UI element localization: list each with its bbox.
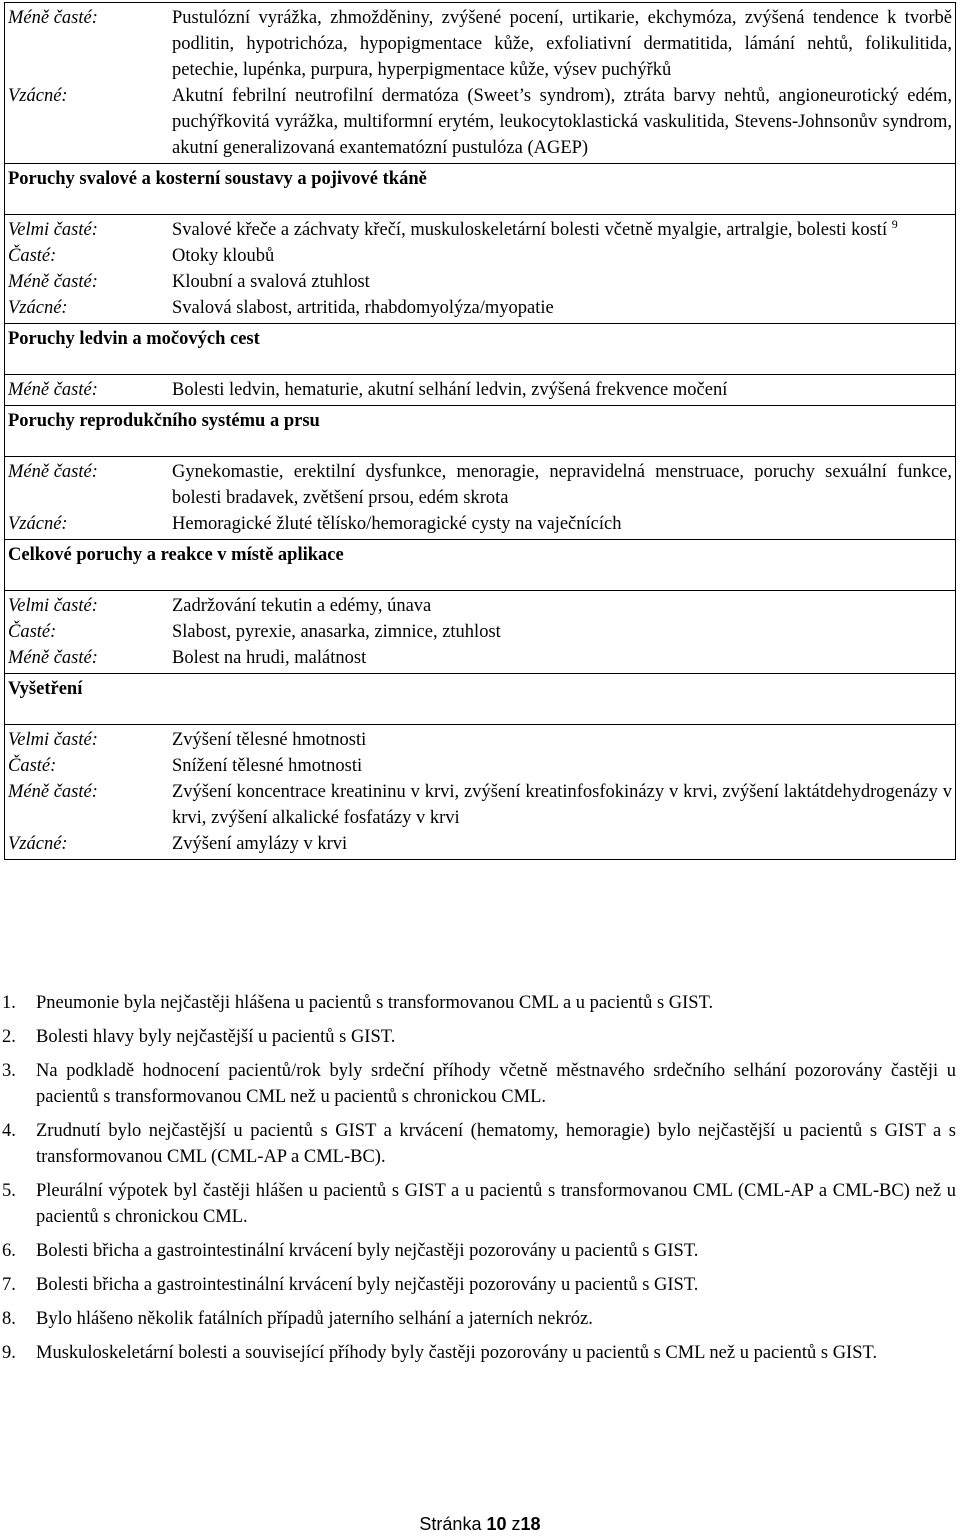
reaction-description — [172, 5, 952, 83]
reaction-row — [8, 5, 952, 83]
frequency-label: Časté: — [8, 246, 57, 266]
reaction-text: Slabost, pyrexie, anasarka, zimnice, ztuhlost — [172, 622, 501, 642]
footer-separator: z — [511, 1514, 521, 1534]
reaction-row — [8, 269, 952, 295]
footnote-number: 1. — [2, 993, 16, 1013]
frequency-label: Méně časté: — [8, 648, 98, 668]
reaction-description — [172, 377, 952, 403]
frequency-label: Vzácné: — [8, 514, 68, 534]
section-body — [5, 457, 956, 540]
frequency-label: Vzácné: — [8, 86, 68, 106]
footnote-item — [2, 1178, 956, 1230]
footnote-number: 2. — [2, 1027, 16, 1047]
frequency-label: Velmi časté: — [8, 730, 98, 750]
footer-total-pages: 18 — [520, 1514, 541, 1534]
adverse-reactions-table-body — [5, 3, 956, 860]
section-body — [5, 591, 956, 674]
reaction-description — [172, 645, 952, 671]
section-header: Poruchy ledvin a močových cest — [5, 324, 956, 375]
reaction-description — [172, 295, 952, 321]
section-body — [5, 215, 956, 324]
footnote-number: 3. — [2, 1061, 16, 1081]
reaction-description — [172, 217, 952, 243]
footnote-text: Bolesti břicha a gastrointestinální krvácení byly nejčastěji pozorovány u pacientů s GIST. — [36, 1275, 699, 1295]
reaction-row — [8, 645, 952, 671]
reaction-text: Hemoragické žluté tělísko/hemoragické cysty na vaječnících — [172, 514, 622, 534]
frequency-label: Méně časté: — [8, 782, 98, 802]
reaction-row — [8, 377, 952, 403]
reaction-text: Otoky kloubů — [172, 246, 275, 266]
section-header-row — [5, 540, 956, 591]
frequency-label: Velmi časté: — [8, 596, 98, 616]
page-footer — [0, 1513, 960, 1535]
frequency-label: Vzácné: — [8, 298, 68, 318]
reaction-description — [172, 619, 952, 645]
reaction-row — [8, 295, 952, 321]
reaction-row — [8, 511, 952, 537]
frequency-label: Méně časté: — [8, 380, 98, 400]
section-body-row — [5, 215, 956, 324]
footnote-item — [2, 1272, 956, 1298]
reaction-text: Bolesti ledvin, hematurie, akutní selhání ledvin, zvýšená frekvence močení — [172, 380, 728, 400]
footnote-number: 8. — [2, 1309, 16, 1329]
footnote-reference: 9 — [891, 216, 898, 231]
reaction-description — [172, 779, 952, 831]
reaction-row — [8, 619, 952, 645]
reaction-row — [8, 831, 952, 857]
reaction-row — [8, 727, 952, 753]
section-body — [5, 725, 956, 860]
reaction-row — [8, 217, 952, 243]
reaction-text: Svalové křeče a záchvaty křečí, muskuloskeletární bolesti včetně myalgie, artralgie, bolesti kostí — [172, 220, 888, 240]
section-header-row — [5, 674, 956, 725]
reaction-description — [172, 83, 952, 161]
section-header-row — [5, 324, 956, 375]
footnote-text: Na podkladě hodnocení pacientů/rok byly srdeční příhody včetně městnavého srdečního selhání pozorovány častěji u pacientů s transformovanou CML než u pacientů s chronickou CML. — [36, 1061, 956, 1107]
reaction-row — [8, 593, 952, 619]
section-header: Vyšetření — [5, 674, 956, 725]
frequency-label: Méně časté: — [8, 462, 98, 482]
footnote-item — [2, 990, 956, 1016]
footnote-number: 5. — [2, 1181, 16, 1201]
reaction-description — [172, 753, 952, 779]
section-header-row — [5, 406, 956, 457]
footnote-text: Pleurální výpotek byl častěji hlášen u pacientů s GIST a u pacientů s transformovanou CML (CML-AP a CML-BC) než u pacientů s chronickou CML. — [36, 1181, 956, 1227]
section-body — [5, 3, 956, 164]
footnote-text: Bolesti hlavy byly nejčastější u pacientů s GIST. — [36, 1027, 396, 1047]
frequency-label: Méně časté: — [8, 272, 98, 292]
footnote-item — [2, 1238, 956, 1264]
reaction-text: Pustulózní vyrážka, zhmožděniny, zvýšené pocení, urtikarie, ekchymóza, zvýšená tendence k tvorbě podlitin, hypotrichóza, hypopigmentace kůže, exfoliativní dermatitida, lámání nehtů, folikulitida, petechie, lupénka, purpura, hyperpigmentace kůže, výsev puchýřků — [172, 8, 952, 80]
reaction-text: Zvýšení amylázy v krvi — [172, 834, 348, 854]
reaction-text: Gynekomastie, erektilní dysfunkce, menoragie, nepravidelná menstruace, poruchy sexuální funkce, bolesti bradavek, zvětšení prsou, edém skrota — [172, 462, 952, 508]
reaction-row — [8, 243, 952, 269]
reaction-description — [172, 243, 952, 269]
frequency-label: Časté: — [8, 622, 57, 642]
reaction-description — [172, 593, 952, 619]
reaction-text: Zvýšení koncentrace kreatininu v krvi, zvýšení kreatinfosfokinázy v krvi, zvýšení laktátdehydrogenázy v krvi, zvýšení alkalické fosfatázy v krvi — [172, 782, 952, 828]
section-body-row — [5, 375, 956, 406]
footer-label: Stránka — [419, 1514, 482, 1534]
footnote-text: Muskuloskeletární bolesti a související příhody byly častěji pozorovány u pacientů s CML než u pacientů s GIST. — [36, 1343, 878, 1363]
section-body-row — [5, 725, 956, 860]
frequency-label: Velmi časté: — [8, 220, 98, 240]
footnote-text: Pneumonie byla nejčastěji hlášena u pacientů s transformovanou CML a u pacientů s GIST. — [36, 993, 714, 1013]
section-body — [5, 375, 956, 406]
reaction-text: Zadržování tekutin a edémy, únava — [172, 596, 432, 616]
footnote-number: 7. — [2, 1275, 16, 1295]
footnote-number: 4. — [2, 1121, 16, 1141]
reaction-description — [172, 511, 952, 537]
footnote-item — [2, 1058, 956, 1110]
footnote-item — [2, 1024, 956, 1050]
reaction-text: Kloubní a svalová ztuhlost — [172, 272, 370, 292]
section-body-row — [5, 3, 956, 164]
reaction-description — [172, 831, 952, 857]
footer-page-number: 10 — [486, 1514, 507, 1534]
adverse-reactions-table — [4, 2, 956, 860]
reaction-row — [8, 459, 952, 511]
section-header: Poruchy svalové a kosterní soustavy a pojivové tkáně — [5, 164, 956, 215]
reaction-description — [172, 459, 952, 511]
reaction-text: Bolest na hrudi, malátnost — [172, 648, 367, 668]
reaction-text: Snížení tělesné hmotnosti — [172, 756, 363, 776]
frequency-label: Méně časté: — [8, 8, 98, 28]
footnote-number: 9. — [2, 1343, 16, 1363]
footnote-item — [2, 1118, 956, 1170]
reaction-row — [8, 83, 952, 161]
footnote-item — [2, 1340, 956, 1366]
reaction-text: Akutní febrilní neutrofilní dermatóza (Sweet’s syndrom), ztráta barvy nehtů, angioneurotický edém, puchýřkovitá vyrážka, multiformní erytém, leukocytoklastická vaskulitida, Stevens-Johnsonův syndrom, akutní generalizovaná exantematózní pustulóza (AGEP) — [172, 86, 952, 158]
adverse-reactions-document — [4, 2, 956, 860]
reaction-description — [172, 727, 952, 753]
footnote-item — [2, 1306, 956, 1332]
footnote-number: 6. — [2, 1241, 16, 1261]
footnote-text: Bolesti břicha a gastrointestinální krvácení byly nejčastěji pozorovány u pacientů s GIST. — [36, 1241, 699, 1261]
reaction-row — [8, 779, 952, 831]
footnote-text: Bylo hlášeno několik fatálních případů jaterního selhání a jaterních nekróz. — [36, 1309, 593, 1329]
reaction-text: Svalová slabost, artritida, rhabdomyolýza/myopatie — [172, 298, 554, 318]
footnotes-list — [2, 990, 956, 1374]
reaction-row — [8, 753, 952, 779]
reaction-text: Zvýšení tělesné hmotnosti — [172, 730, 367, 750]
section-header-row — [5, 164, 956, 215]
section-header: Poruchy reprodukčního systému a prsu — [5, 406, 956, 457]
frequency-label: Časté: — [8, 756, 57, 776]
footnote-text: Zrudnutí bylo nejčastější u pacientů s GIST a krvácení (hematomy, hemoragie) bylo nejčastější u pacientů s GIST a s transformovanou CML (CML-AP a CML-BC). — [36, 1121, 956, 1167]
section-body-row — [5, 591, 956, 674]
section-header: Celkové poruchy a reakce v místě aplikace — [5, 540, 956, 591]
frequency-label: Vzácné: — [8, 834, 68, 854]
reaction-description — [172, 269, 952, 295]
section-body-row — [5, 457, 956, 540]
